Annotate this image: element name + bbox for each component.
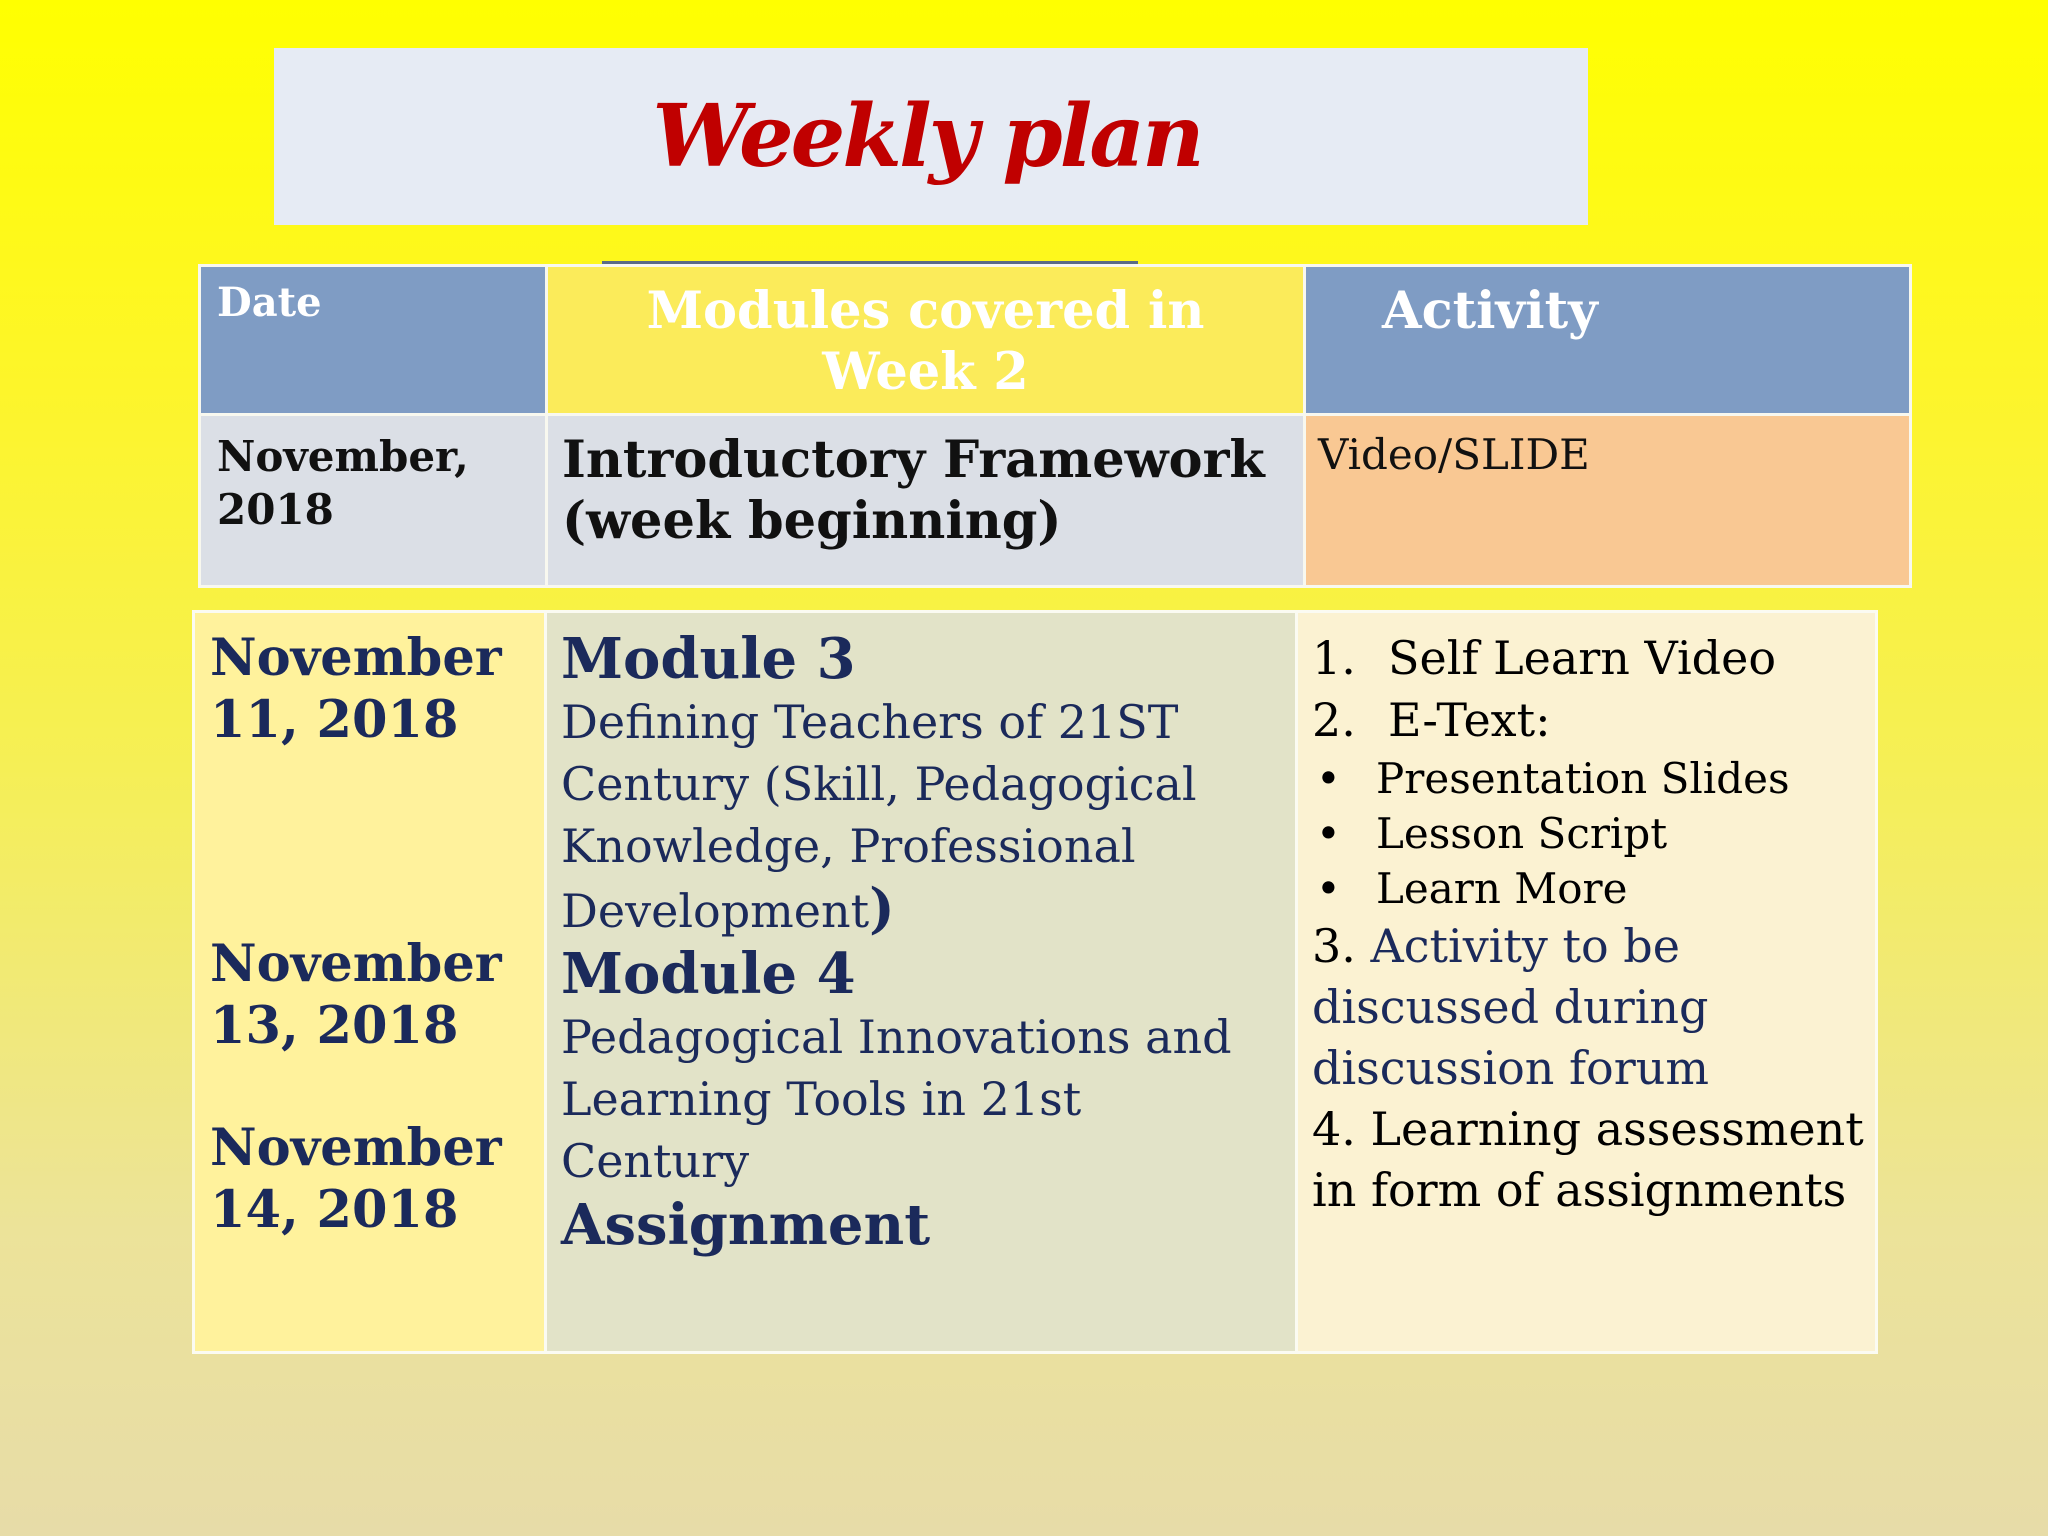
row1-date-cell xyxy=(198,413,548,588)
bullet-learn-more: Learn More xyxy=(1376,864,1628,913)
header-date: Date xyxy=(217,279,322,326)
activity-item-1-number: 1. xyxy=(1312,631,1356,685)
module-3-title: Module 3 xyxy=(561,626,856,692)
header-modules-cell xyxy=(545,264,1306,416)
date-nov-11: November 11, 2018 xyxy=(210,628,502,750)
bullet-icon: • xyxy=(1316,754,1341,803)
title-box xyxy=(274,48,1588,225)
slide-title: Weekly plan xyxy=(652,86,1202,187)
date-nov-13: November 13, 2018 xyxy=(210,934,502,1056)
bullet-icon: • xyxy=(1316,809,1341,858)
activity-item-4-text: 4. Learning assessment in form of assignments xyxy=(1312,1102,1864,1217)
bullet-item xyxy=(1312,861,1861,916)
activity-item-2-text: E-Text: xyxy=(1388,693,1551,747)
activity-item-4 xyxy=(1312,1099,1872,1221)
bullet-item xyxy=(1312,751,1861,806)
bullet-presentation-slides: Presentation Slides xyxy=(1376,754,1790,803)
row1-activity-cell xyxy=(1303,413,1912,588)
assignment-label: Assignment xyxy=(561,1192,931,1258)
header-modules: Modules covered in Week 2 xyxy=(646,281,1205,402)
activity-item-3-number: 3. xyxy=(1312,919,1371,973)
module-3-description-text: Defining Teachers of 21ST Century (Skill, Pedagogical Knowledge, Professional Development xyxy=(561,695,1197,938)
module-3-close-paren: ) xyxy=(869,876,895,940)
header-activity: Activity xyxy=(1382,281,1598,341)
activity-item-3-text: Activity to be discussed during discussion forum xyxy=(1312,919,1709,1095)
activity-item-1-text: Self Learn Video xyxy=(1388,631,1777,685)
weekly-plan-table-body xyxy=(192,610,1878,1354)
activity-item-1 xyxy=(1312,627,1861,689)
activity-item-2 xyxy=(1312,689,1861,751)
module-4-description: Pedagogical Innovations and Learning Tools in 21st Century xyxy=(561,1010,1232,1188)
bullet-lesson-script: Lesson Script xyxy=(1376,809,1668,858)
module-4-title: Module 4 xyxy=(561,941,856,1007)
row1-module-cell xyxy=(545,413,1306,588)
row1-date: November, 2018 xyxy=(217,432,469,534)
row1-activity: Video/SLIDE xyxy=(1318,430,1590,479)
modules-cell xyxy=(544,610,1298,1354)
activities-cell xyxy=(1295,610,1878,1354)
header-activity-cell xyxy=(1303,264,1912,416)
row1-module: Introductory Framework (week beginning) xyxy=(562,430,1265,551)
dates-cell xyxy=(192,610,547,1354)
activity-item-2-number: 2. xyxy=(1312,693,1356,747)
module-3-description xyxy=(561,691,1201,942)
header-date-cell xyxy=(198,264,548,416)
weekly-plan-table-header xyxy=(198,264,1912,588)
bullet-item xyxy=(1312,806,1861,861)
date-nov-14: November 14, 2018 xyxy=(210,1118,502,1240)
activity-item-3 xyxy=(1312,916,1712,1099)
bullet-icon: • xyxy=(1316,864,1341,913)
